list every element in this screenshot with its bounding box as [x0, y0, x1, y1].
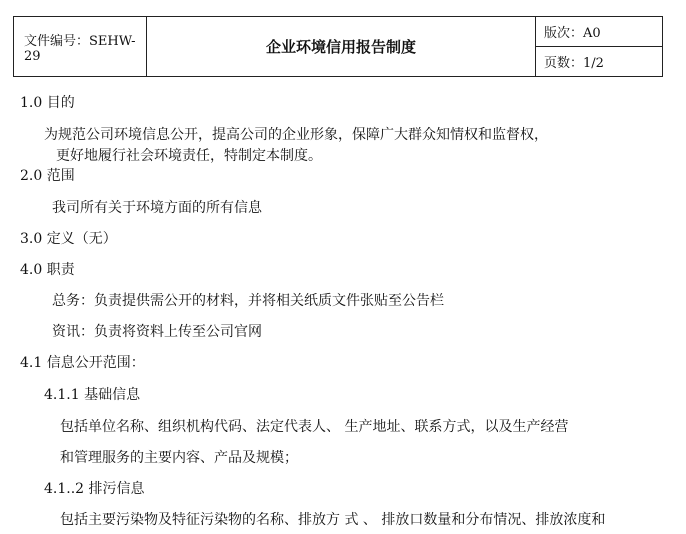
- duty-general-affairs: 总务：负责提供需公开的材料，并将相关纸质文件张贴至公告栏: [52, 293, 444, 309]
- subsection-heading-emission-info: 4.1..2 排污信息: [44, 481, 145, 497]
- section-heading-definition: 3.0 定义（无）: [20, 231, 117, 247]
- basic-info-line-2: 和管理服务的主要内容、产品及规模；: [60, 450, 298, 466]
- document-title: 企业环境信用报告制度: [147, 17, 536, 76]
- section-heading-purpose: 1.0 目的: [20, 95, 75, 111]
- document-number: 文件编号：SEHW-29: [14, 17, 147, 76]
- version-field: 版次：A0: [536, 17, 662, 47]
- section-heading-duty: 4.0 职责: [20, 262, 75, 278]
- subsection-heading-basic-info: 4.1.1 基础信息: [44, 387, 141, 403]
- scope-text: 我司所有关于环境方面的所有信息: [52, 200, 262, 216]
- purpose-text-line-1: 为规范公司环境信息公开，提高公司的企业形象，保障广大群众知情权和监督权，: [44, 127, 548, 143]
- section-heading-scope: 2.0 范围: [20, 168, 75, 184]
- purpose-text-line-2: 更好地履行社会环境责任，特制定本制度。: [56, 148, 322, 164]
- page-count-field: 页数：1/2: [544, 56, 604, 71]
- basic-info-line-1: 包括单位名称、组织机构代码、法定代表人、 生产地址、联系方式，以及生产经营: [60, 419, 569, 435]
- duty-information-dept: 资讯：负责将资料上传至公司官网: [52, 324, 262, 340]
- emission-info-line-1: 包括主要污染物及特征污染物的名称、排放方 式 、 排放口数量和分布情况、排放浓度和: [60, 512, 606, 528]
- section-heading-disclosure-scope: 4.1 信息公开范围：: [20, 355, 145, 371]
- document-header-table: [13, 16, 663, 77]
